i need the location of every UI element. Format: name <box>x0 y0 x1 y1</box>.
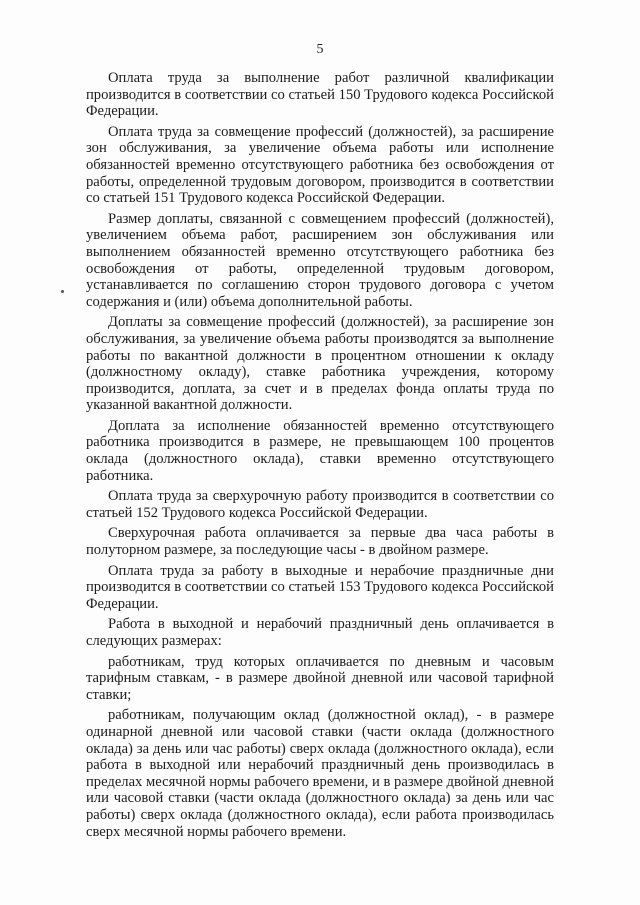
paragraph-5: Доплата за исполнение обязанностей временно отсутствующего работника производится в размере, не превышающем 100 процентов оклада (должностного оклада), ставки временно отсутствующего работника. <box>86 417 554 484</box>
paragraph-3: Размер доплаты, связанной с совмещением профессий (должностей), увеличением объема работ, расширением зон обслуживания или выполнением обязанностей временно отсутствующего работника без освобождения от работы, определенной трудовым договором, устанавливается по соглашению сторон трудового договора с учетом содержания и (или) объема дополнительной работы. <box>86 210 554 310</box>
paragraph-11: работникам, получающим оклад (должностной оклад), - в размере одинарной дневной или часовой ставки (части оклада (должностного оклада) за день или час работы) сверх оклада (должностного оклада), если работа в выходной или нерабочий праздничный день производилась в пределах месячной нормы рабочего времени, и в размере двойной дневной или часовой ставки (части оклада (должностного оклада) за день или час работы) сверх оклада (должностного оклада), если работа производилась сверх месячной нормы рабочего времени. <box>86 707 554 840</box>
paragraph-1: Оплата труда за выполнение работ различной квалификации производится в соответствии со статьей 150 Трудового кодекса Российской Федерации. <box>86 70 554 120</box>
page-number: 5 <box>316 42 324 57</box>
margin-mark <box>61 290 64 293</box>
paragraph-8: Оплата труда за работу в выходные и нерабочие праздничные дни производится в соответствии со статьей 153 Трудового кодекса Российской Федерации. <box>86 562 554 612</box>
paragraph-7: Сверхурочная работа оплачивается за первые два часа работы в полуторном размере, за последующие часы - в двойном размере. <box>86 525 554 559</box>
paragraph-4: Доплаты за совмещение профессий (должностей), за расширение зон обслуживания, за увеличение объема работы производятся за выполнение работы по вакантной должности в процентном отношении к окладу (должностному окладу), ставке работника учреждения, которому производится, доплата, за счет и в пределах фонда оплаты труда по указанной вакантной должности. <box>86 314 554 414</box>
paragraph-6: Оплата труда за сверхурочную работу производится в соответствии со статьей 152 Трудового кодекса Российской Федерации. <box>86 488 554 521</box>
paragraph-2: Оплата труда за совмещение профессий (должностей), за расширение зон обслуживания, за увеличение объема работы или исполнение обязанностей временно отсутствующего работника без освобождения от работы, определенной трудовым договором, производится в соответствии со статьей 151 Трудового кодекса Российской Федерации. <box>86 123 554 207</box>
document-body <box>86 70 554 844</box>
paragraph-10: работникам, труд которых оплачивается по дневным и часовым тарифным ставкам, - в размере двойной дневной или часовой тарифной ставки; <box>86 653 554 703</box>
paragraph-9: Работа в выходной и нерабочий праздничный день оплачивается в следующих размерах: <box>86 616 554 649</box>
